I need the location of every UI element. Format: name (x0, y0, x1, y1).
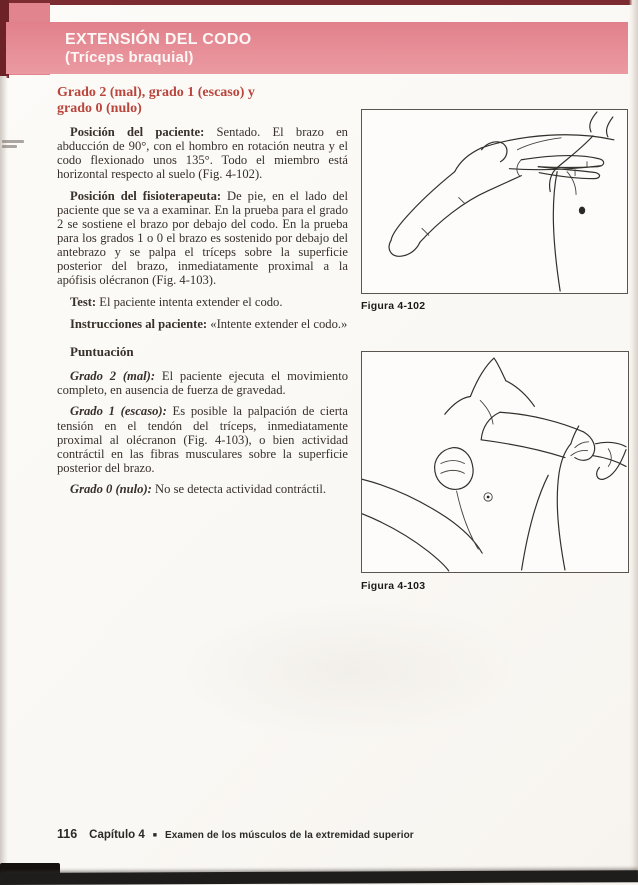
paragraph-test (57, 295, 348, 309)
paragraph-text: De pie, en el lado del paciente que se va a examinar. En la prueba para el grado 2 se sostiene el brazo por debajo del codo. En la prueba para los grados 1 o 0 el brazo es sostenido por debajo del antebrazo y se palpa el tríceps sobre la superficie posterior del brazo, inmediatamente proximal a la apófisis olécranon (Fig. 4-103). (57, 188, 348, 288)
paragraph-text: «Intente extender el codo.» (207, 316, 348, 331)
grade-heading-line2: grado 0 (nulo) (57, 100, 142, 116)
right-page-edge (629, 0, 638, 873)
page-footer (57, 827, 414, 841)
scan-top-edge (0, 0, 638, 5)
grade-heading (57, 85, 348, 116)
figure-4-103 (361, 351, 629, 573)
paragraph-label: Instrucciones al paciente: (70, 316, 208, 331)
grade-heading-line1: Grado 2 (mal), grado 1 (escaso) y (57, 85, 255, 100)
grade-text: Es posible la palpación de cierta tensión en el tendón del tríceps, inmediatamente proximal al olécranon (Fig. 4-103), o bien actividad contráctil en las fibras musculares sobre la superficie posterior del brazo. (57, 404, 348, 475)
paragraph-label: Test: (70, 295, 97, 310)
scan-bottom-edge (0, 870, 638, 885)
grade-text: El paciente ejecuta el movimiento completo, en ausencia de fuerza de gravedad. (57, 368, 348, 397)
paragraph-grade-0 (57, 482, 348, 496)
footer-separator-square: ■ (152, 832, 157, 839)
page-number: 116 (57, 827, 78, 841)
section-subtitle: (Tríceps braquial) (65, 48, 194, 66)
paragraph-grade-2 (57, 369, 348, 397)
paragraph-label: Posición del paciente: (70, 125, 205, 139)
page-edge-marks (2, 138, 24, 160)
paragraph-label: Posición del fisioterapeuta: (70, 188, 222, 203)
paragraph-grade-1 (57, 404, 348, 474)
figure-4-102-illustration (362, 110, 627, 293)
grade-label: Grado 1 (escaso): (70, 404, 167, 419)
grade-label: Grado 0 (nulo): (70, 482, 152, 497)
paragraph-instructions (57, 317, 348, 331)
section-title: EXTENSIÓN DEL CODO (65, 30, 252, 48)
chapter-label: Capítulo 4 (89, 829, 145, 841)
scoring-heading: Puntuación (70, 343, 134, 359)
paragraph-patient-position (57, 125, 348, 181)
paragraph-text: El paciente intenta extender el codo. (96, 295, 283, 310)
section-header-banner (6, 22, 628, 74)
text-column (57, 85, 348, 496)
section-running-title: Examen de los músculos de la extremidad superior (165, 830, 414, 841)
left-page-edge (0, 76, 8, 871)
figure-4-102 (361, 109, 628, 294)
figure-4-102-caption: Figura 4-102 (361, 300, 426, 312)
figure-4-103-caption: Figura 4-103 (361, 580, 426, 592)
grade-text: No se detecta actividad contráctil. (151, 482, 327, 497)
scan-shadow (170, 600, 530, 740)
paragraph-text: Sentado. El brazo en abducción de 90°, con el hombro en rotación neutra y el codo flexionado unos 135°. Todo el miembro está horizontal respecto al suelo (Fig. 4-102). (57, 125, 348, 182)
grade-label: Grado 2 (mal): (70, 368, 156, 383)
figure-4-103-illustration (362, 352, 628, 572)
paragraph-therapist-position (57, 189, 348, 288)
